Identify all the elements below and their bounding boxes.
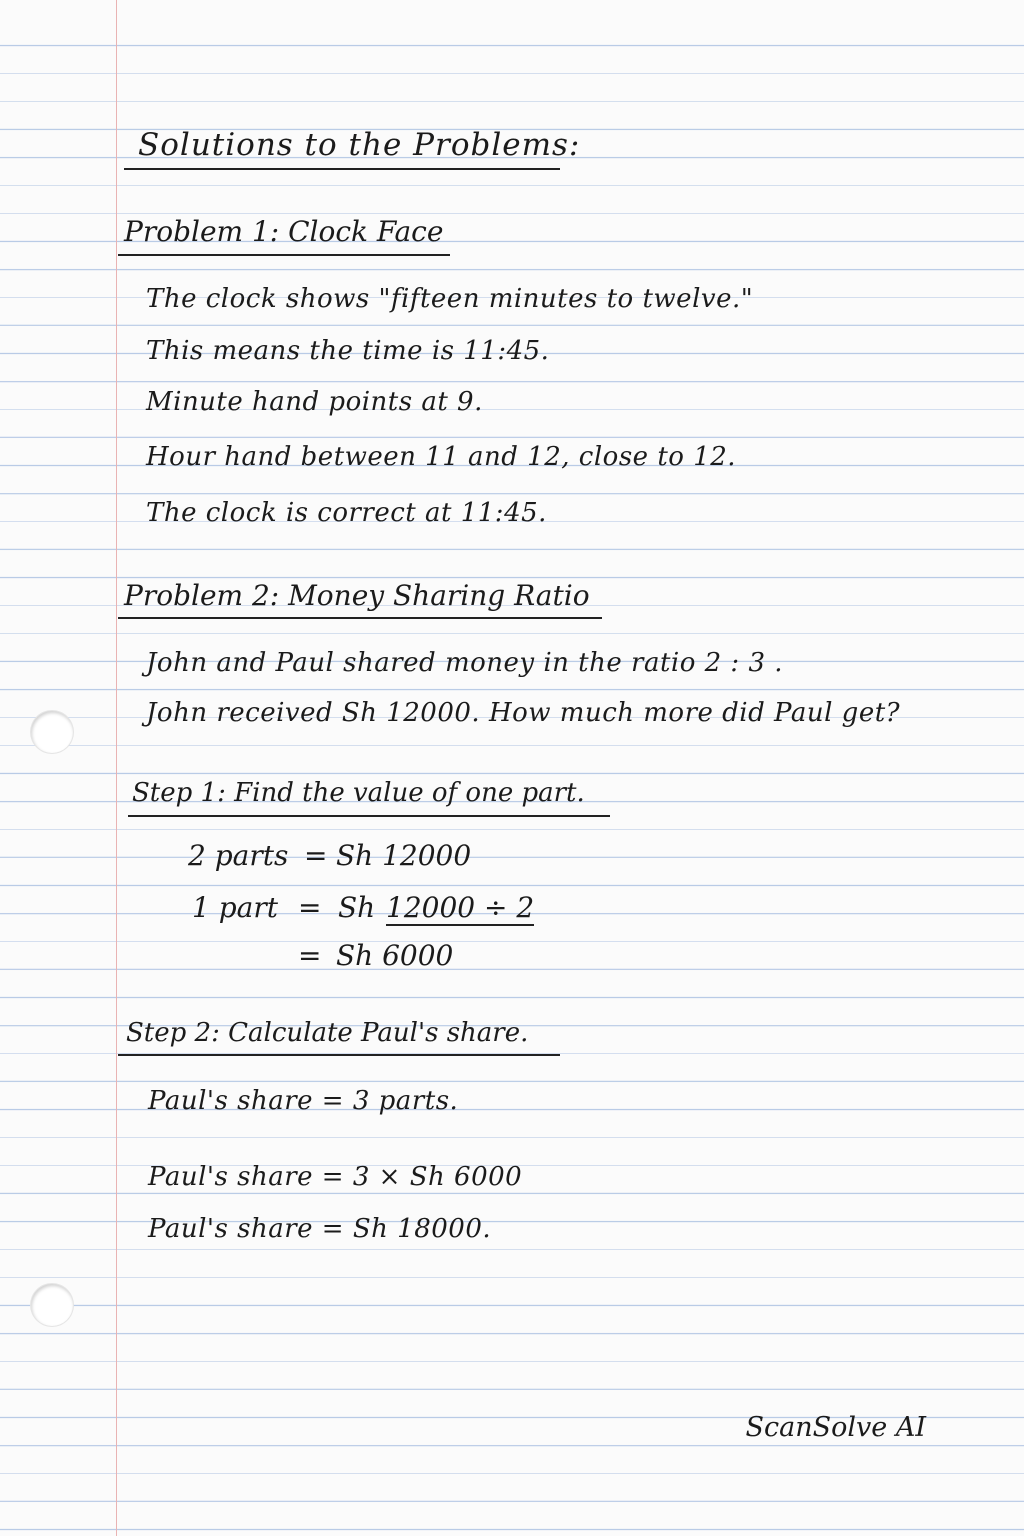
problem1-line: The clock is correct at 11:45. [146, 498, 547, 528]
page-title: Solutions to the Problems: [138, 127, 581, 163]
problem2-line: John received Sh 12000. How much more did Paul get? [146, 698, 901, 728]
step1-underline [128, 815, 610, 817]
problem1-underline [118, 254, 450, 256]
step1-row1-eq: = [304, 839, 328, 872]
problem2-underline [118, 617, 602, 619]
step1-row2-expression: 12000 ÷ 2 [386, 891, 535, 924]
step1-row1-right: Sh 12000 [336, 839, 472, 872]
step1-heading: Step 1: Find the value of one part. [132, 778, 585, 808]
step2-heading: Step 2: Calculate Paul's share. [126, 1018, 529, 1048]
margin-line [116, 0, 117, 1536]
problem1-line: Hour hand between 11 and 12, close to 12. [146, 442, 737, 472]
problem2-heading: Problem 2: Money Sharing Ratio [124, 579, 590, 612]
punch-hole [31, 711, 73, 753]
step2-underline [118, 1054, 560, 1056]
problem1-heading: Problem 1: Clock Face [124, 215, 444, 248]
title-underline [124, 168, 560, 170]
step1-row2-eq: = [298, 891, 322, 924]
step2-line: Paul's share = 3 × Sh 6000 [148, 1162, 523, 1192]
signature: ScanSolve AI [745, 1412, 926, 1443]
punch-hole [31, 1284, 73, 1326]
step1-row2-prefix: Sh [338, 891, 376, 924]
problem1-line: Minute hand points at 9. [146, 387, 483, 417]
step1-row1-left: 2 parts [188, 839, 289, 872]
problem1-line: This means the time is 11:45. [146, 336, 550, 366]
step1-row2-left: 1 part [192, 891, 278, 924]
problem2-line: John and Paul shared money in the ratio 2 : 3 . [146, 648, 784, 678]
step1-row3-eq: = [298, 939, 322, 972]
step1-row3-right: Sh 6000 [336, 939, 454, 972]
step2-line: Paul's share = 3 parts. [148, 1086, 459, 1116]
step2-line: Paul's share = Sh 18000. [148, 1214, 492, 1244]
problem1-line: The clock shows "fifteen minutes to twelve." [146, 284, 754, 314]
